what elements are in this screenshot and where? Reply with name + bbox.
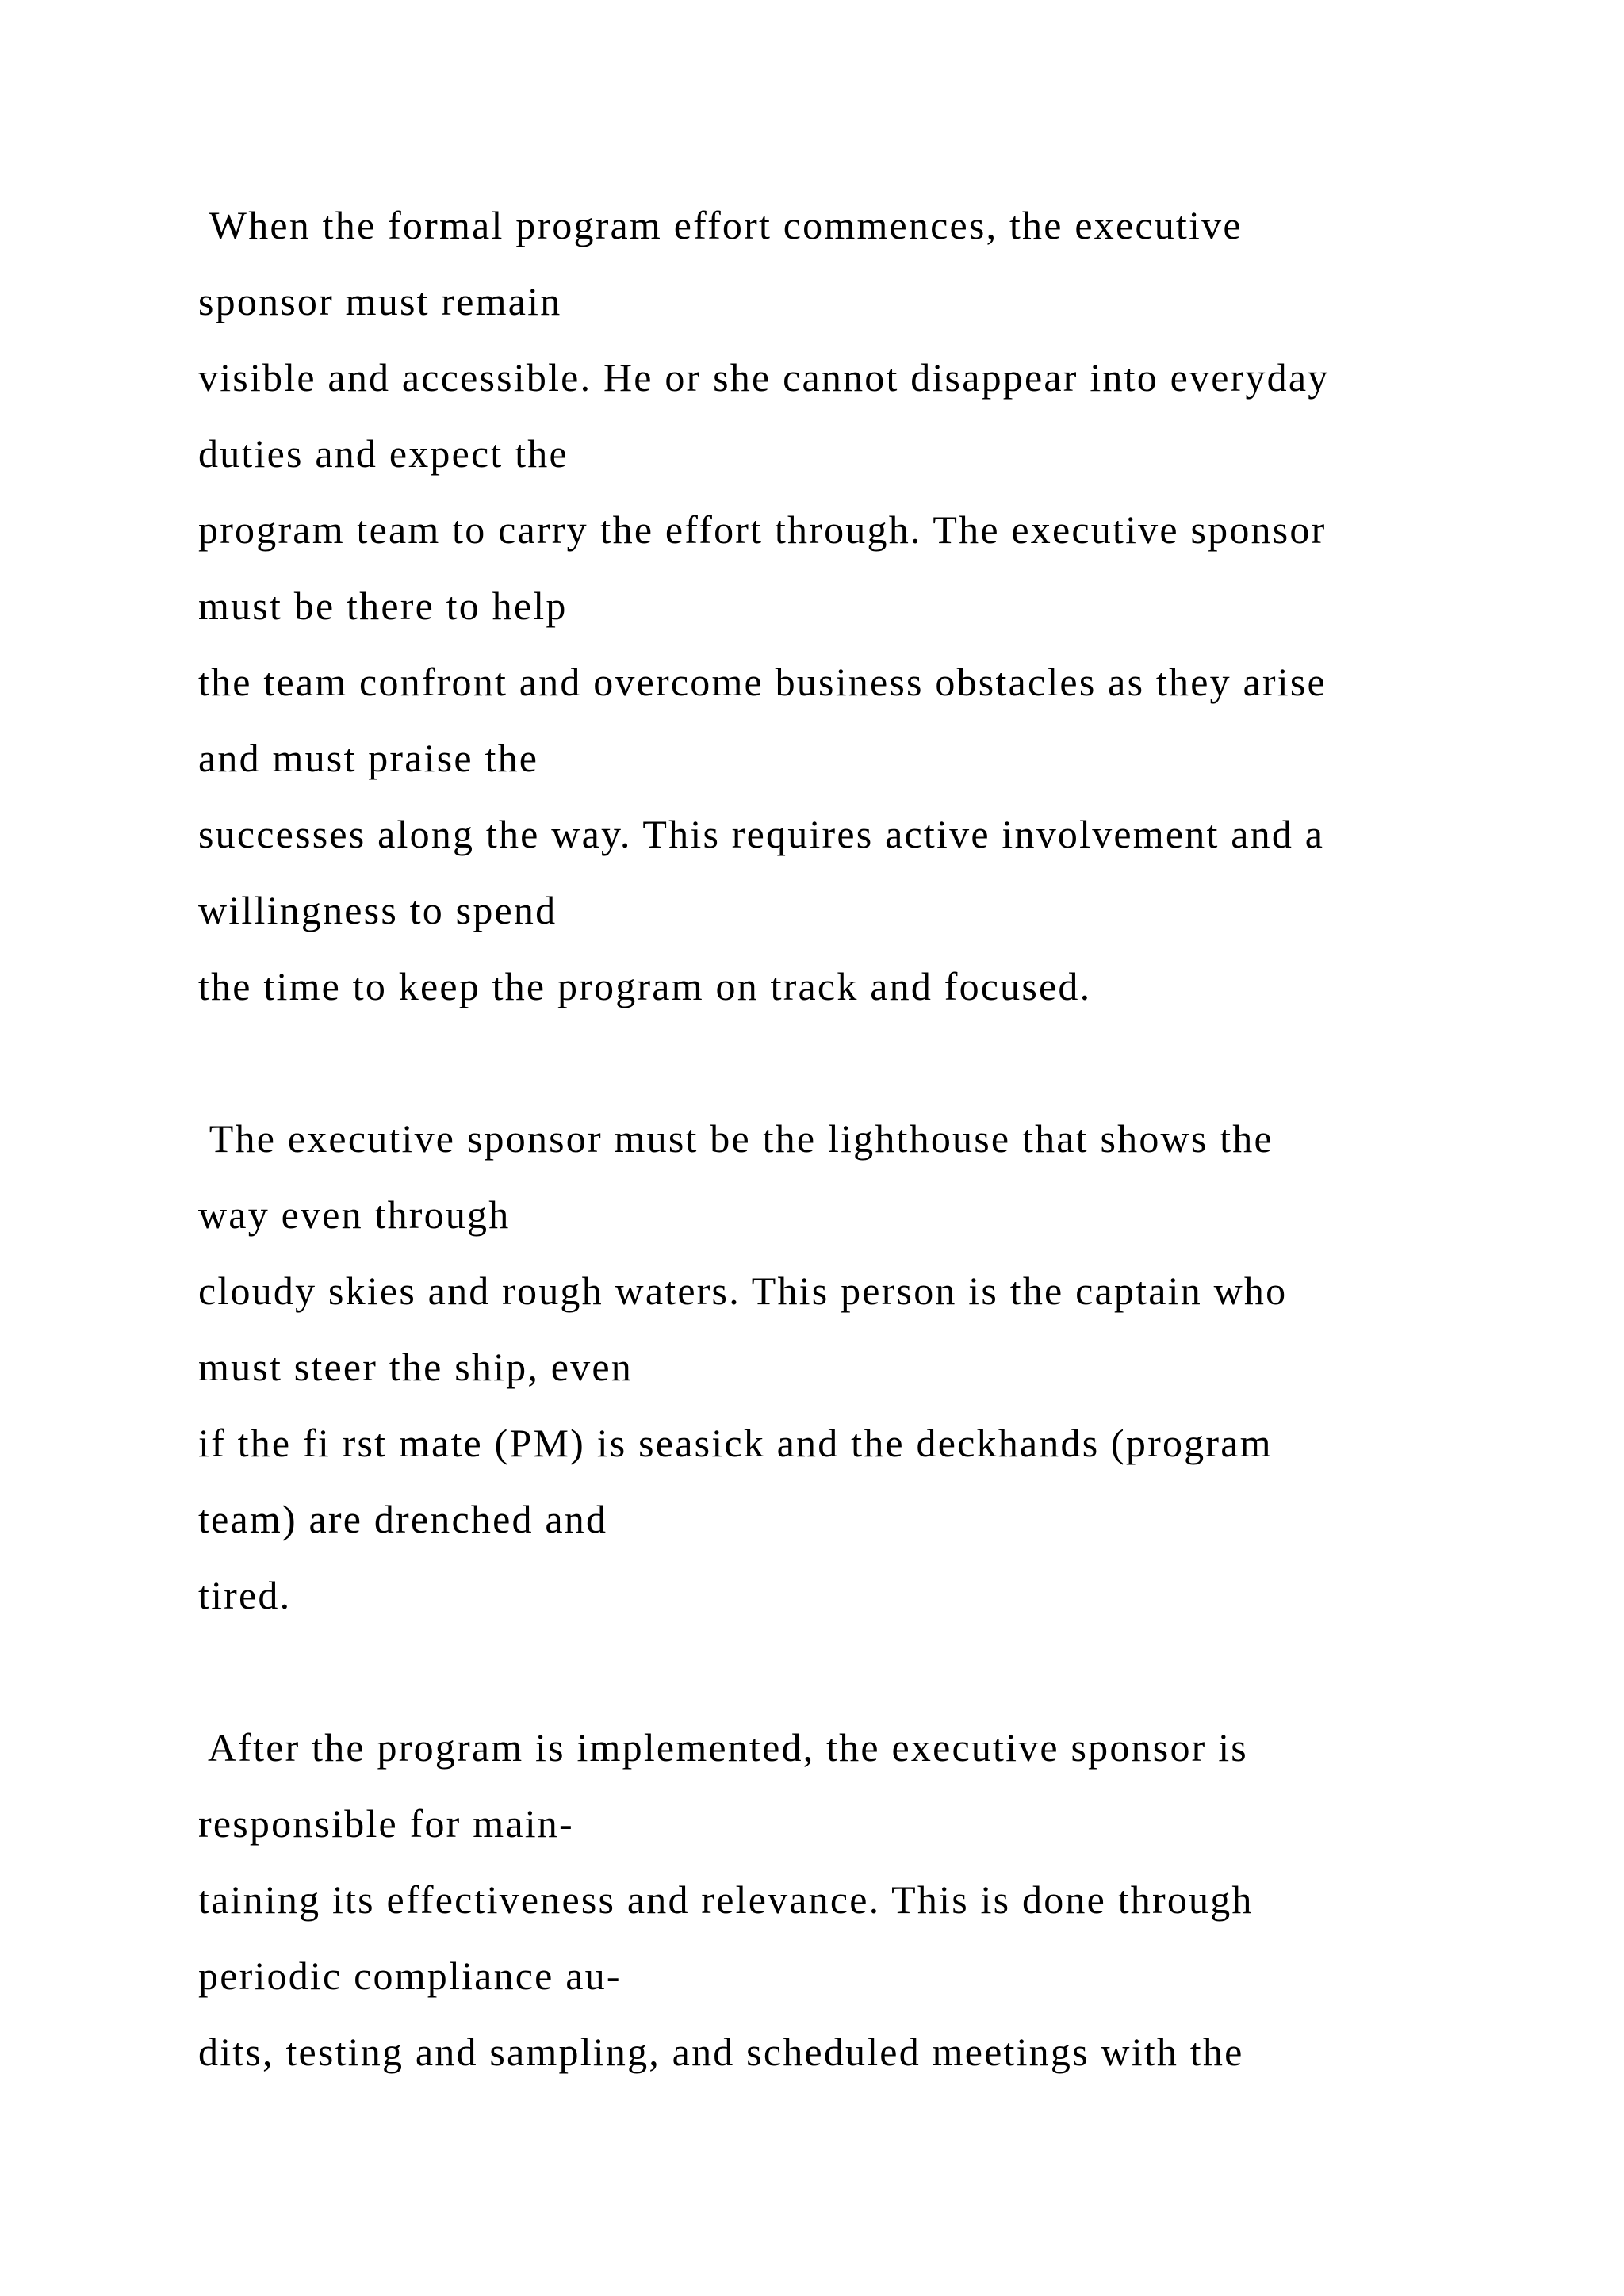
text-line: and must praise the: [198, 736, 539, 780]
text-line: willingness to spend: [198, 888, 557, 932]
text-line: the time to keep the program on track and focused.: [198, 964, 1092, 1008]
paragraph-1: [198, 187, 1586, 1024]
text-line: dits, testing and sampling, and scheduled meetings with the: [198, 2030, 1244, 2074]
text-line: The executive sponsor must be the lighthouse that shows the: [198, 1116, 1274, 1161]
text-line: successes along the way. This requires active involvement and a: [198, 812, 1325, 856]
text-line: cloudy skies and rough waters. This person is the captain who: [198, 1269, 1288, 1313]
text-line: periodic compliance au-: [198, 1954, 622, 1998]
text-line: if the fi rst mate (PM) is seasick and the deckhands (program: [198, 1421, 1273, 1465]
text-line: tired.: [198, 1573, 292, 1617]
text-line: duties and expect the: [198, 431, 569, 476]
text-line: sponsor must remain: [198, 279, 562, 323]
text-line: taining its effectiveness and relevance. This is done through: [198, 1877, 1254, 1922]
document-body: [198, 187, 1586, 2090]
paragraph-spacer: [198, 1633, 1586, 1709]
text-line: When the formal program effort commences, the executive: [198, 203, 1243, 247]
text-line: the team confront and overcome business obstacles as they arise: [198, 660, 1327, 704]
paragraph-3: [198, 1709, 1586, 2090]
text-line: visible and accessible. He or she cannot disappear into everyday: [198, 355, 1330, 400]
text-line: must steer the ship, even: [198, 1345, 633, 1389]
text-line: must be there to help: [198, 584, 568, 628]
text-line: team) are drenched and: [198, 1497, 608, 1541]
text-line: way even through: [198, 1192, 511, 1237]
paragraph-spacer: [198, 1024, 1586, 1100]
text-line: After the program is implemented, the executive sponsor is: [198, 1725, 1248, 1770]
text-line: responsible for main-: [198, 1801, 574, 1846]
paragraph-2: [198, 1100, 1586, 1633]
text-line: program team to carry the effort through. The executive sponsor: [198, 507, 1327, 552]
